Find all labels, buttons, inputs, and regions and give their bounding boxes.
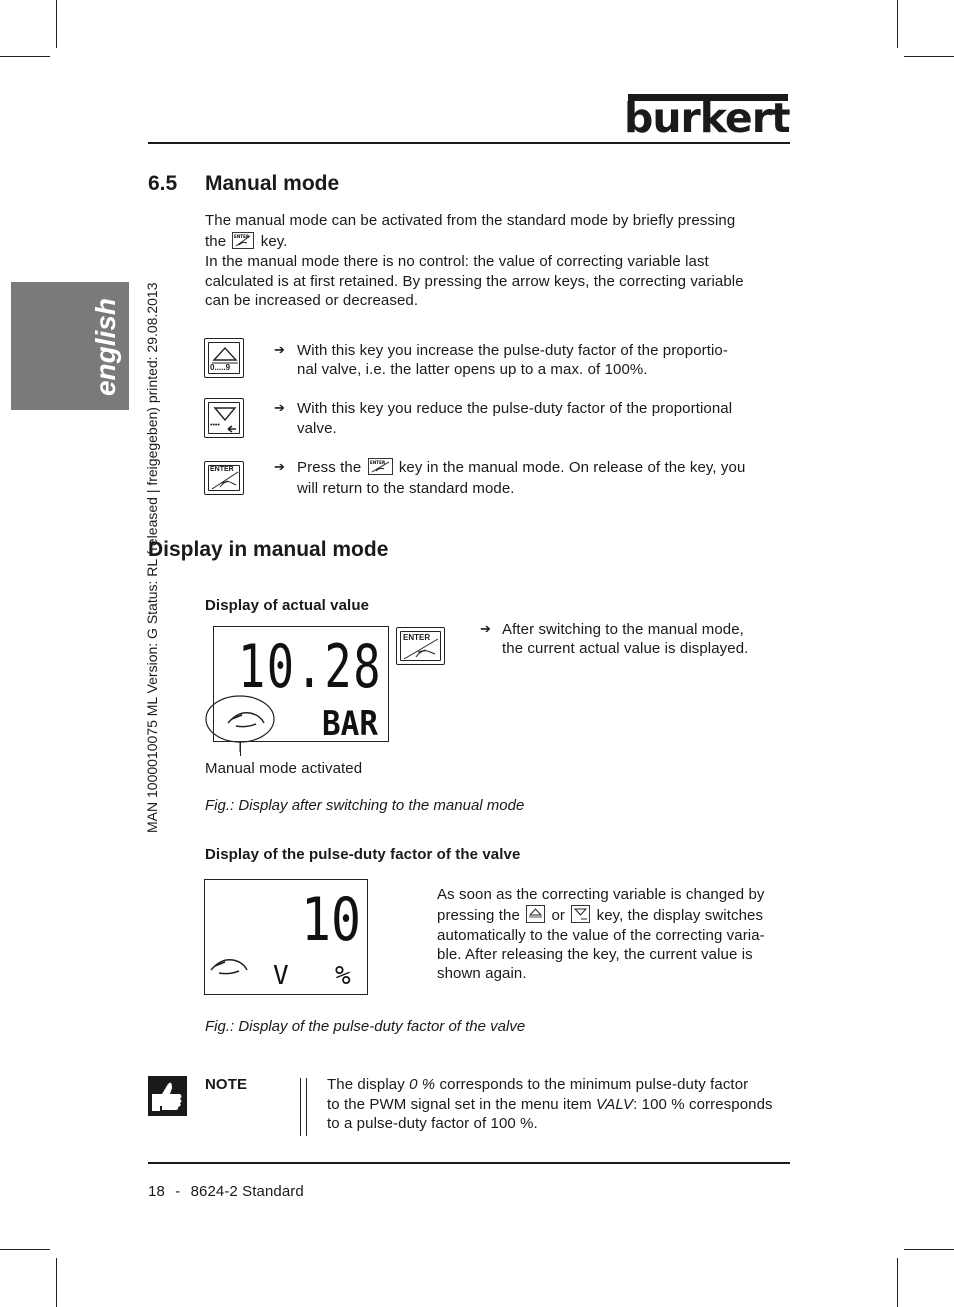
footer-rule — [148, 1162, 790, 1164]
crop-mark — [0, 56, 50, 57]
key-label: ENTER — [210, 466, 234, 473]
key-description: With this key you reduce the pulse-duty factor of the proportional — [297, 400, 733, 417]
enter-key-icon — [232, 232, 254, 249]
burkert-logo — [624, 90, 792, 140]
intro-text: the — [205, 233, 227, 250]
note-divider — [300, 1078, 301, 1136]
page-number: 18 — [148, 1183, 165, 1200]
crop-mark — [56, 1258, 57, 1307]
note-text — [327, 1075, 748, 1095]
lcd-left-symbol: V — [273, 961, 289, 991]
pulse-duty-lcd — [204, 879, 368, 995]
down-arrow-glyph — [208, 402, 242, 436]
crop-mark — [904, 1249, 954, 1250]
bullet-arrow: ➔ — [274, 342, 285, 357]
document-meta-text: MAN 1000010075 ML Version: G Status: RL (released | freigegeben) printed: 29.08.2013 — [144, 282, 160, 833]
note-divider — [306, 1078, 307, 1136]
language-tab-label: english — [90, 298, 121, 397]
key-text: key in the manual mode. On release of the key, you — [398, 459, 746, 476]
footer-separator: - — [175, 1183, 181, 1200]
lcd-right-symbol: % — [335, 961, 351, 991]
note-text: to a pulse-duty factor of 100 %. — [327, 1115, 538, 1132]
intro-line: The manual mode can be activated from the standard mode by briefly pressing — [205, 212, 736, 229]
enter-hand-glyph — [208, 465, 242, 493]
lcd-unit: BAR — [322, 704, 379, 741]
lcd-value: 10 — [301, 885, 361, 955]
document-meta — [143, 193, 161, 833]
note-emphasis: VALV — [596, 1096, 634, 1113]
key-description: will return to the standard mode. — [297, 480, 515, 497]
svg-text:ENTER: ENTER — [234, 234, 250, 239]
pulse-description — [437, 905, 763, 926]
bullet-arrow: ➔ — [274, 400, 285, 415]
actual-value-heading: Display of actual value — [205, 597, 370, 614]
up-arrow-key-icon — [526, 905, 545, 923]
note-fragment: to the PWM signal set in the menu item — [327, 1096, 592, 1113]
pulse-description: ble. After releasing the key, the current value is — [437, 946, 753, 963]
section-title: Manual mode — [205, 172, 340, 195]
header-rule — [148, 142, 790, 144]
document-name: 8624-2 Standard — [190, 1183, 304, 1200]
crop-mark — [56, 0, 57, 48]
logo-text: burkert — [624, 94, 790, 142]
footer — [148, 1182, 304, 1202]
lcd-segment-display — [205, 880, 367, 994]
down-arrow-key-icon — [571, 905, 590, 923]
key-text: Press the — [297, 459, 362, 476]
bullet-arrow: ➔ — [274, 459, 285, 474]
down-arrow-key-icon — [204, 398, 244, 438]
pulse-text: key, the display switches — [596, 907, 764, 924]
actual-description: After switching to the manual mode, — [502, 621, 744, 638]
crop-mark — [897, 1258, 898, 1307]
svg-text:ENTER: ENTER — [369, 460, 385, 465]
intro-text: key. — [260, 233, 288, 250]
pulse-description: shown again. — [437, 965, 527, 982]
up-arrow-key-icon — [204, 338, 244, 378]
pulse-text: or — [551, 907, 566, 924]
crop-mark — [0, 1249, 50, 1250]
note-emphasis: 0 % — [409, 1076, 436, 1093]
callout-ellipse — [202, 692, 282, 752]
figure-caption: Fig.: Display after switching to the manual mode — [205, 797, 525, 814]
key-description — [297, 458, 745, 478]
key-description: valve. — [297, 420, 337, 437]
section-number: 6.5 — [148, 172, 178, 195]
note-fragment: : 100 % corresponds — [633, 1096, 773, 1113]
enter-key-icon — [204, 461, 244, 495]
pulse-heading: Display of the pulse-duty factor of the valve — [205, 846, 521, 863]
intro-line — [205, 232, 288, 252]
crop-mark — [897, 0, 898, 48]
key-label: ENTER — [403, 633, 431, 642]
figure-caption: Fig.: Display of the pulse-duty factor of the valve — [205, 1018, 526, 1035]
note-label: NOTE — [205, 1076, 248, 1093]
enter-key-icon — [368, 458, 393, 475]
pulse-text: pressing the — [437, 907, 520, 924]
lcd-value: 10.28 — [238, 632, 382, 702]
actual-description: the current actual value is displayed. — [502, 640, 749, 657]
key-description: With this key you increase the pulse-duty factor of the proportio- — [297, 342, 728, 359]
pulse-description: automatically to the value of the correcting varia- — [437, 927, 765, 944]
pulse-description: As soon as the correcting variable is changed by — [437, 886, 765, 903]
bullet-arrow: ➔ — [480, 621, 491, 636]
subsection-title: Display in manual mode — [148, 538, 389, 561]
note-text — [327, 1095, 773, 1115]
callout-leader — [240, 742, 241, 756]
key-label: •••• — [210, 422, 220, 429]
language-tab — [11, 282, 129, 410]
key-label: 0.....9 — [210, 363, 231, 372]
crop-mark — [904, 56, 954, 57]
note-fragment: The display — [327, 1076, 405, 1093]
enter-key-icon — [396, 627, 445, 665]
intro-line: can be increased or decreased. — [205, 292, 419, 309]
callout-label: Manual mode activated — [205, 760, 363, 777]
note-fragment: corresponds to the minimum pulse-duty factor — [439, 1076, 749, 1093]
intro-line: In the manual mode there is no control: the value of correcting variable last — [205, 253, 709, 270]
enter-hand-glyph — [400, 631, 443, 663]
thumbs-up-icon — [148, 1076, 187, 1116]
key-description: nal valve, i.e. the latter opens up to a max. of 100%. — [297, 361, 648, 378]
intro-line: calculated is at first retained. By pressing the arrow keys, the correcting variable — [205, 273, 744, 290]
